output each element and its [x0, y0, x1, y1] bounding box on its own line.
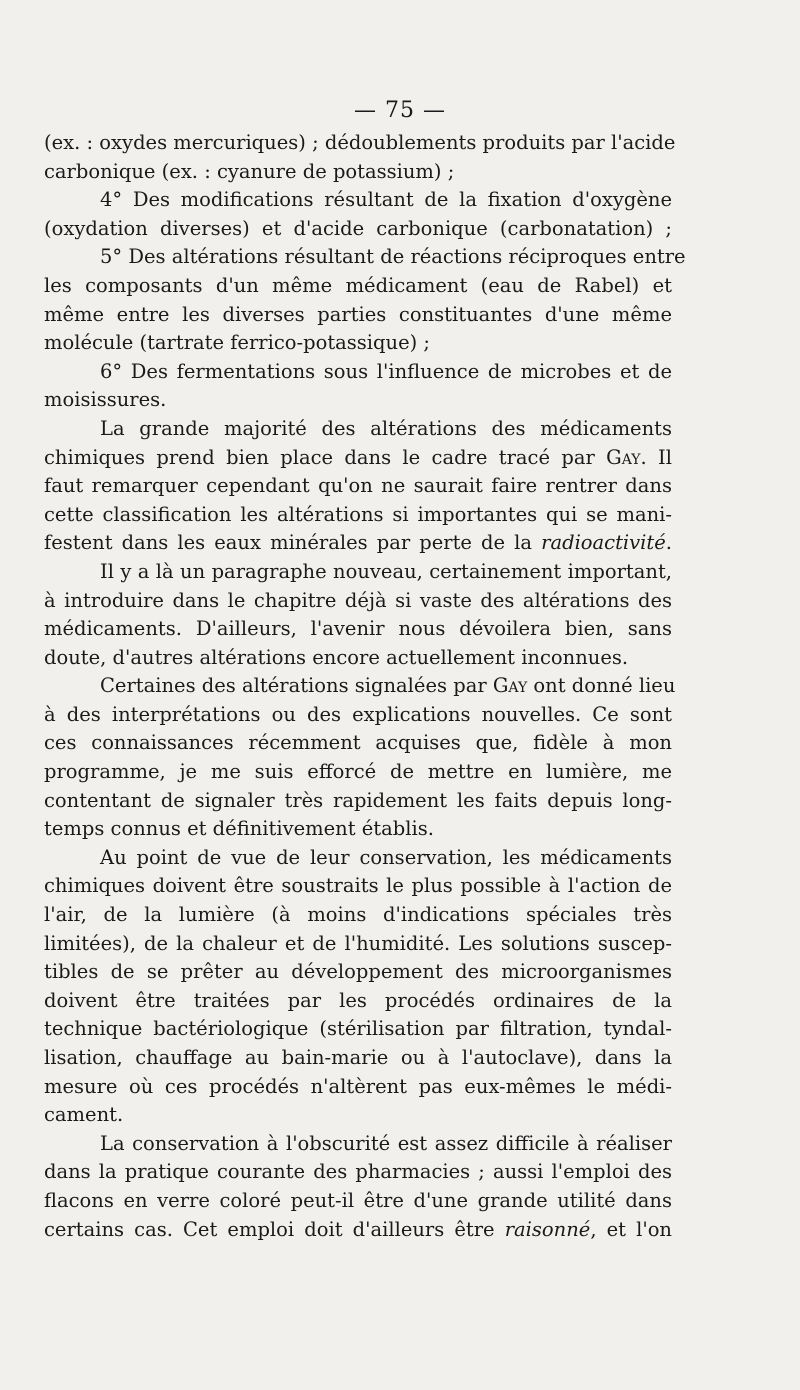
text-line: doivent être traitées par les procédés ordinaires de la	[44, 988, 672, 1012]
italic-term: radioactivité	[541, 531, 666, 555]
text-line: ces connaissances récemment acquises que, fidèle à mon	[44, 731, 672, 755]
text-line: à des interprétations ou des explications nouvelles. Ce sont	[44, 702, 672, 726]
text-segment: .	[665, 531, 672, 555]
text-line: l'air, de la lumière (à moins d'indications spéciales très	[44, 903, 672, 927]
author-name: Gay	[606, 445, 641, 469]
text-line: doute, d'autres altérations encore actuellement inconnues.	[44, 645, 629, 669]
text-line: dans la pratique courante des pharmacies ; aussi l'emploi des	[44, 1160, 672, 1184]
text-line	[44, 444, 672, 473]
text-line: les composants d'un même médicament (eau de Rabel) et	[44, 273, 672, 297]
text-line	[44, 529, 672, 558]
text-line: limitées), de la chaleur et de l'humidité. Les solutions suscep-	[44, 931, 672, 955]
text-line: médicaments. D'ailleurs, l'avenir nous dévoilera bien, sans	[44, 617, 672, 641]
author-name: Gay	[492, 674, 528, 698]
text-line: même entre les diverses parties constituantes d'une même	[44, 302, 672, 326]
text-line: 5° Des altérations résultant de réactions réciproques entre	[100, 245, 686, 269]
text-line: cament.	[44, 1103, 124, 1127]
text-segment: ont donné lieu	[533, 674, 676, 698]
text-line: carbonique (ex. : cyanure de potassium) ;	[44, 159, 455, 183]
text-line: moisissures.	[44, 388, 167, 412]
text-line: faut remarquer cependant qu'on ne saurait faire rentrer dans	[44, 474, 672, 498]
text-line: cette classification les altérations si importantes qui se mani-	[44, 502, 672, 526]
text-segment: festent dans les eaux minérales par perte de la	[44, 531, 533, 555]
text-line: temps connus et définitivement établis.	[44, 817, 434, 841]
text-line: mesure où ces procédés n'altèrent pas eux-mêmes le médi-	[44, 1074, 672, 1098]
text-segment: chimiques prend bien place dans le cadre tracé par	[44, 445, 595, 469]
text-line: Au point de vue de leur conservation, les médicaments	[100, 845, 672, 869]
text-line: La grande majorité des altérations des médicaments	[100, 416, 672, 440]
text-line: molécule (tartrate ferrico-potassique) ;	[44, 331, 430, 355]
text-line	[44, 1216, 672, 1245]
text-line: à introduire dans le chapitre déjà si vaste des altérations des	[44, 588, 672, 612]
body-text	[44, 129, 686, 1244]
text-line: La conservation à l'obscurité est assez difficile à réaliser	[100, 1131, 672, 1155]
text-line: chimiques doivent être soustraits le plus possible à l'action de	[44, 874, 672, 898]
text-line: lisation, chauffage au bain-marie ou à l'autoclave), dans la	[44, 1046, 672, 1069]
text-line: tibles de se prêter au développement des microorganismes	[44, 960, 672, 984]
text-line: programme, je me suis efforcé de mettre en lumière, me	[44, 760, 672, 784]
text-line: flacons en verre coloré peut-il être d'une grande utilité dans	[44, 1188, 672, 1212]
text-segment: , et l'on	[590, 1217, 672, 1241]
text-line: 4° Des modifications résultant de la fixation d'oxygène	[100, 188, 672, 212]
text-line: technique bactériologique (stérilisation par filtration, tyndal-	[44, 1017, 672, 1041]
text-line	[44, 672, 676, 701]
italic-term: raisonné	[504, 1217, 591, 1241]
text-line: contentant de signaler très rapidement les faits depuis long-	[44, 788, 672, 812]
text-line: (oxydation diverses) et d'acide carbonique (carbonatation) ;	[44, 216, 672, 240]
page-number: — 75 —	[354, 98, 446, 123]
text-line: Il y a là un paragraphe nouveau, certainement important,	[100, 559, 672, 583]
text-segment: Certaines des altérations signalées par	[100, 674, 487, 698]
text-line: 6° Des fermentations sous l'influence de microbes et de	[100, 359, 672, 383]
text-segment: certains cas. Cet emploi doit d'ailleurs être	[44, 1217, 495, 1241]
text-line: (ex. : oxydes mercuriques) ; dédoublements produits par l'acide	[44, 131, 676, 154]
text-segment: . Il	[640, 445, 672, 469]
